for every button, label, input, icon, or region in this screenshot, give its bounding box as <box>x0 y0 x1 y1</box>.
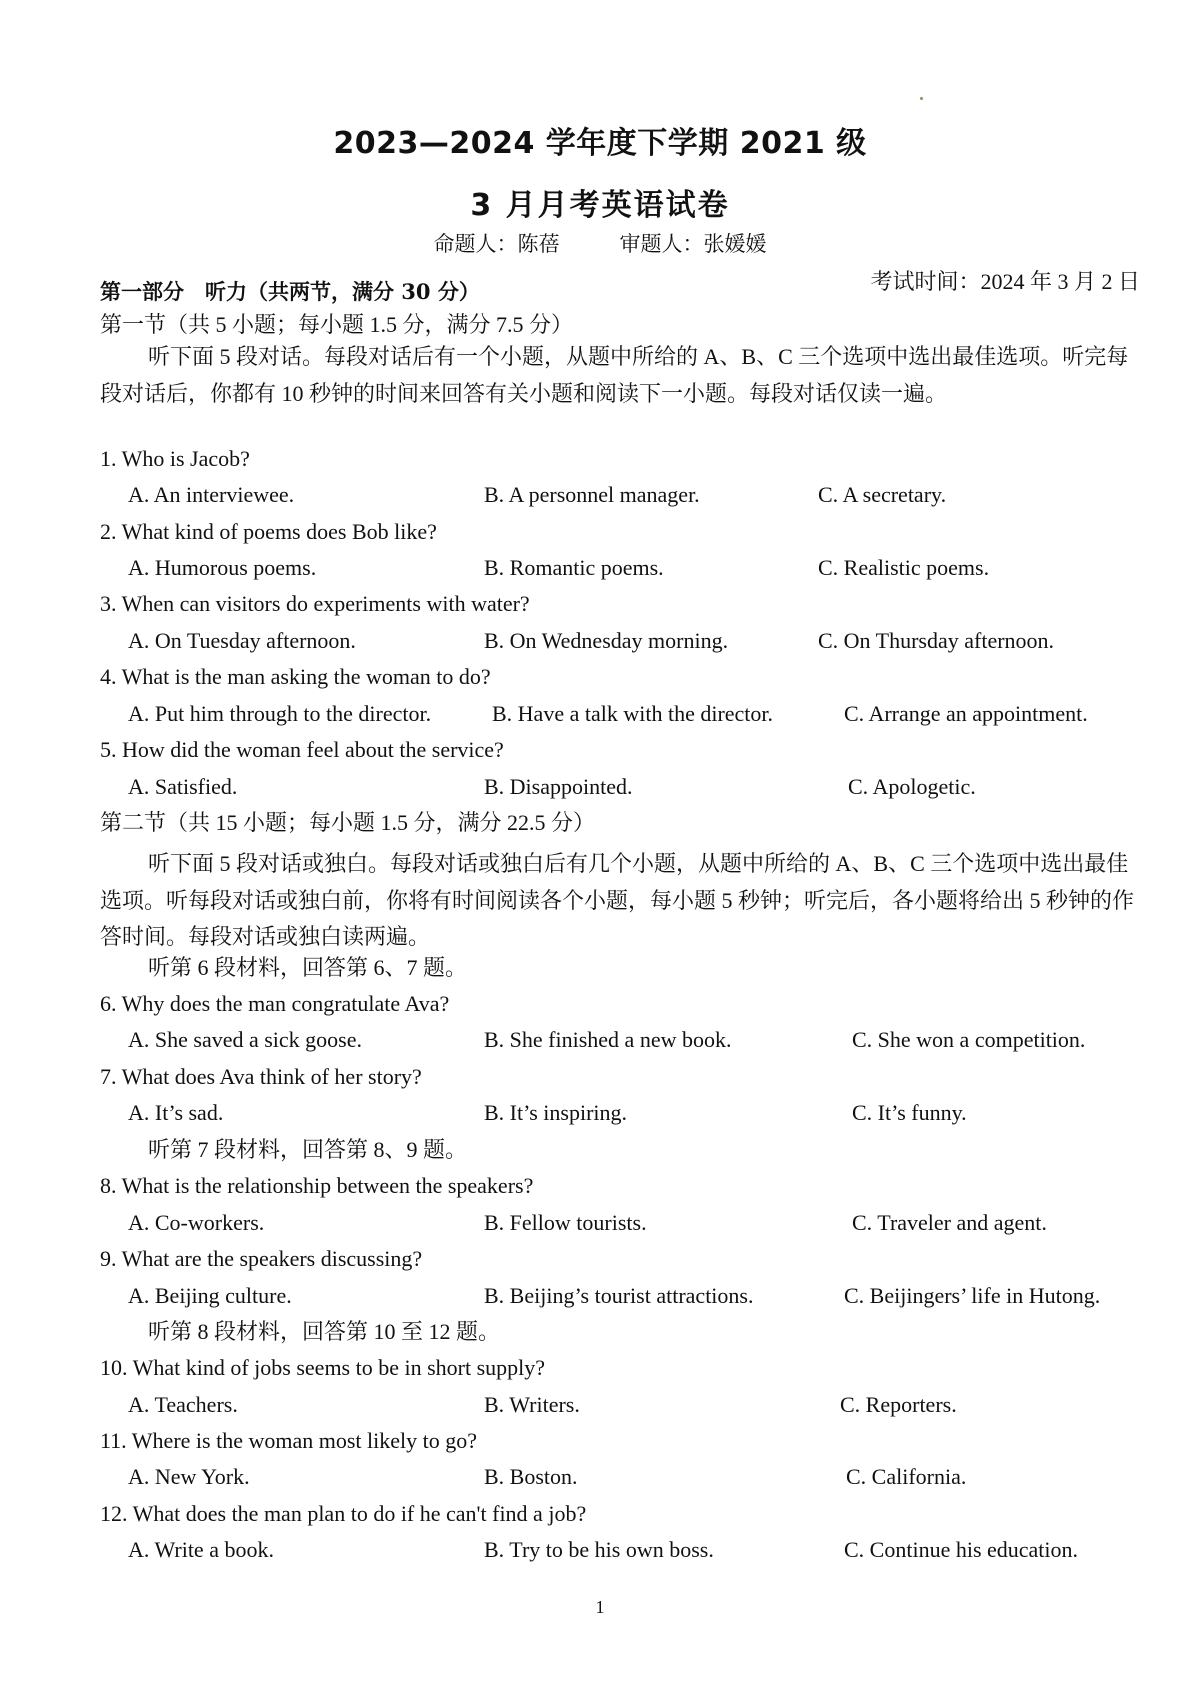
q5-option-c: C. Apologetic. <box>848 774 976 799</box>
q4-option-a: A. Put him through to the director. <box>128 701 432 726</box>
question-2: 2. What kind of poems does Bob like? <box>100 519 437 544</box>
q2-option-c: C. Realistic poems. <box>818 555 990 580</box>
q12-option-c: C. Continue his education. <box>844 1537 1079 1562</box>
q5-option-b: B. Disappointed. <box>484 774 633 799</box>
section2-heading: 第二节（共 15 小题；每小题 1.5 分，满分 22.5 分） <box>100 810 596 835</box>
q11-option-c: C. California. <box>846 1464 967 1489</box>
question-12: 12. What does the man plan to do if he can't find a job? <box>100 1501 587 1526</box>
question-9: 9. What are the speakers discussing? <box>100 1246 423 1271</box>
q9-option-c: C. Beijingers’ life in Hutong. <box>844 1283 1101 1308</box>
authors-line <box>0 228 1200 258</box>
q3-option-b: B. On Wednesday morning. <box>484 628 729 653</box>
q9-option-b: B. Beijing’s tourist attractions. <box>484 1283 754 1308</box>
q11-option-a: A. New York. <box>128 1464 250 1489</box>
section2-instructions: 听下面 5 段对话或独白。每段对话或独白后有几个小题，从题中所给的 A、B、C 三个选项中选出最佳选项。听每段对话或独白前，你将有时间阅读各个小题，每小题 5 秒钟；听完后，各小题将给出 5 秒钟的作答时间。每段对话或独白读两遍。 <box>100 851 1135 949</box>
q7-option-c: C. It’s funny. <box>852 1100 967 1125</box>
q8-option-b: B. Fellow tourists. <box>484 1210 647 1235</box>
q2-option-b: B. Romantic poems. <box>484 555 664 580</box>
material-8-note: 听第 8 段材料，回答第 10 至 12 题。 <box>148 1319 501 1344</box>
q7-option-b: B. It’s inspiring. <box>484 1100 628 1125</box>
q7-option-a: A. It’s sad. <box>128 1100 224 1125</box>
q8-option-a: A. Co-workers. <box>128 1210 265 1235</box>
material-7-note: 听第 7 段材料，回答第 8、9 题。 <box>148 1137 468 1162</box>
section1-heading: 第一节（共 5 小题；每小题 1.5 分，满分 7.5 分） <box>100 312 574 337</box>
q1-option-a: A. An interviewee. <box>128 482 295 507</box>
page-number: 1 <box>595 1597 605 1617</box>
exam-time: 考试时间：2024 年 3 月 2 日 <box>870 269 1140 294</box>
q5-option-a: A. Satisfied. <box>128 774 238 799</box>
scan-speck <box>920 97 923 100</box>
q1-option-b: B. A personnel manager. <box>484 482 700 507</box>
q11-option-b: B. Boston. <box>484 1464 578 1489</box>
section1-instructions: 听下面 5 段对话。每段对话后有一个小题，从题中所给的 A、B、C 三个选项中选出最佳选项。听完每段对话后，你都有 10 秒钟的时间来回答有关小题和阅读下一小题。每段对话仅读一遍。 <box>100 344 1129 406</box>
question-4: 4. What is the man asking the woman to do? <box>100 664 491 689</box>
q10-option-a: A. Teachers. <box>128 1392 238 1417</box>
q6-option-a: A. She saved a sick goose. <box>128 1027 363 1052</box>
q8-option-c: C. Traveler and agent. <box>852 1210 1047 1235</box>
q2-option-a: A. Humorous poems. <box>128 555 317 580</box>
q10-option-b: B. Writers. <box>484 1392 580 1417</box>
exam-title: 2023—2024 学年度下学期 2021 级 <box>333 126 867 161</box>
question-reviewer: 审题人：张媛媛 <box>619 232 767 256</box>
q10-option-c: C. Reporters. <box>840 1392 957 1417</box>
q1-option-c: C. A secretary. <box>818 482 947 507</box>
q6-option-c: C. She won a competition. <box>852 1027 1086 1052</box>
question-5: 5. How did the woman feel about the service? <box>100 737 504 762</box>
q4-option-c: C. Arrange an appointment. <box>844 701 1088 726</box>
q4-option-b: B. Have a talk with the director. <box>492 701 774 726</box>
question-1: 1. Who is Jacob? <box>100 446 250 471</box>
question-setter: 命题人：陈蓓 <box>433 232 560 256</box>
material-6-note: 听第 6 段材料，回答第 6、7 题。 <box>148 955 468 980</box>
q12-option-b: B. Try to be his own boss. <box>484 1537 714 1562</box>
q3-option-c: C. On Thursday afternoon. <box>818 628 1055 653</box>
question-10: 10. What kind of jobs seems to be in short supply? <box>100 1355 546 1380</box>
question-11: 11. Where is the woman most likely to go? <box>100 1428 477 1453</box>
question-3: 3. When can visitors do experiments with water? <box>100 591 530 616</box>
question-8: 8. What is the relationship between the speakers? <box>100 1173 534 1198</box>
q9-option-a: A. Beijing culture. <box>128 1283 292 1308</box>
question-6: 6. Why does the man congratulate Ava? <box>100 991 450 1016</box>
question-7: 7. What does Ava think of her story? <box>100 1064 422 1089</box>
q3-option-a: A. On Tuesday afternoon. <box>128 628 356 653</box>
exam-subtitle: 3 月月考英语试卷 <box>470 188 730 223</box>
q12-option-a: A. Write a book. <box>128 1537 274 1562</box>
part1-heading: 第一部分 听力（共两节，满分 30 分） <box>100 279 480 304</box>
q6-option-b: B. She finished a new book. <box>484 1027 732 1052</box>
